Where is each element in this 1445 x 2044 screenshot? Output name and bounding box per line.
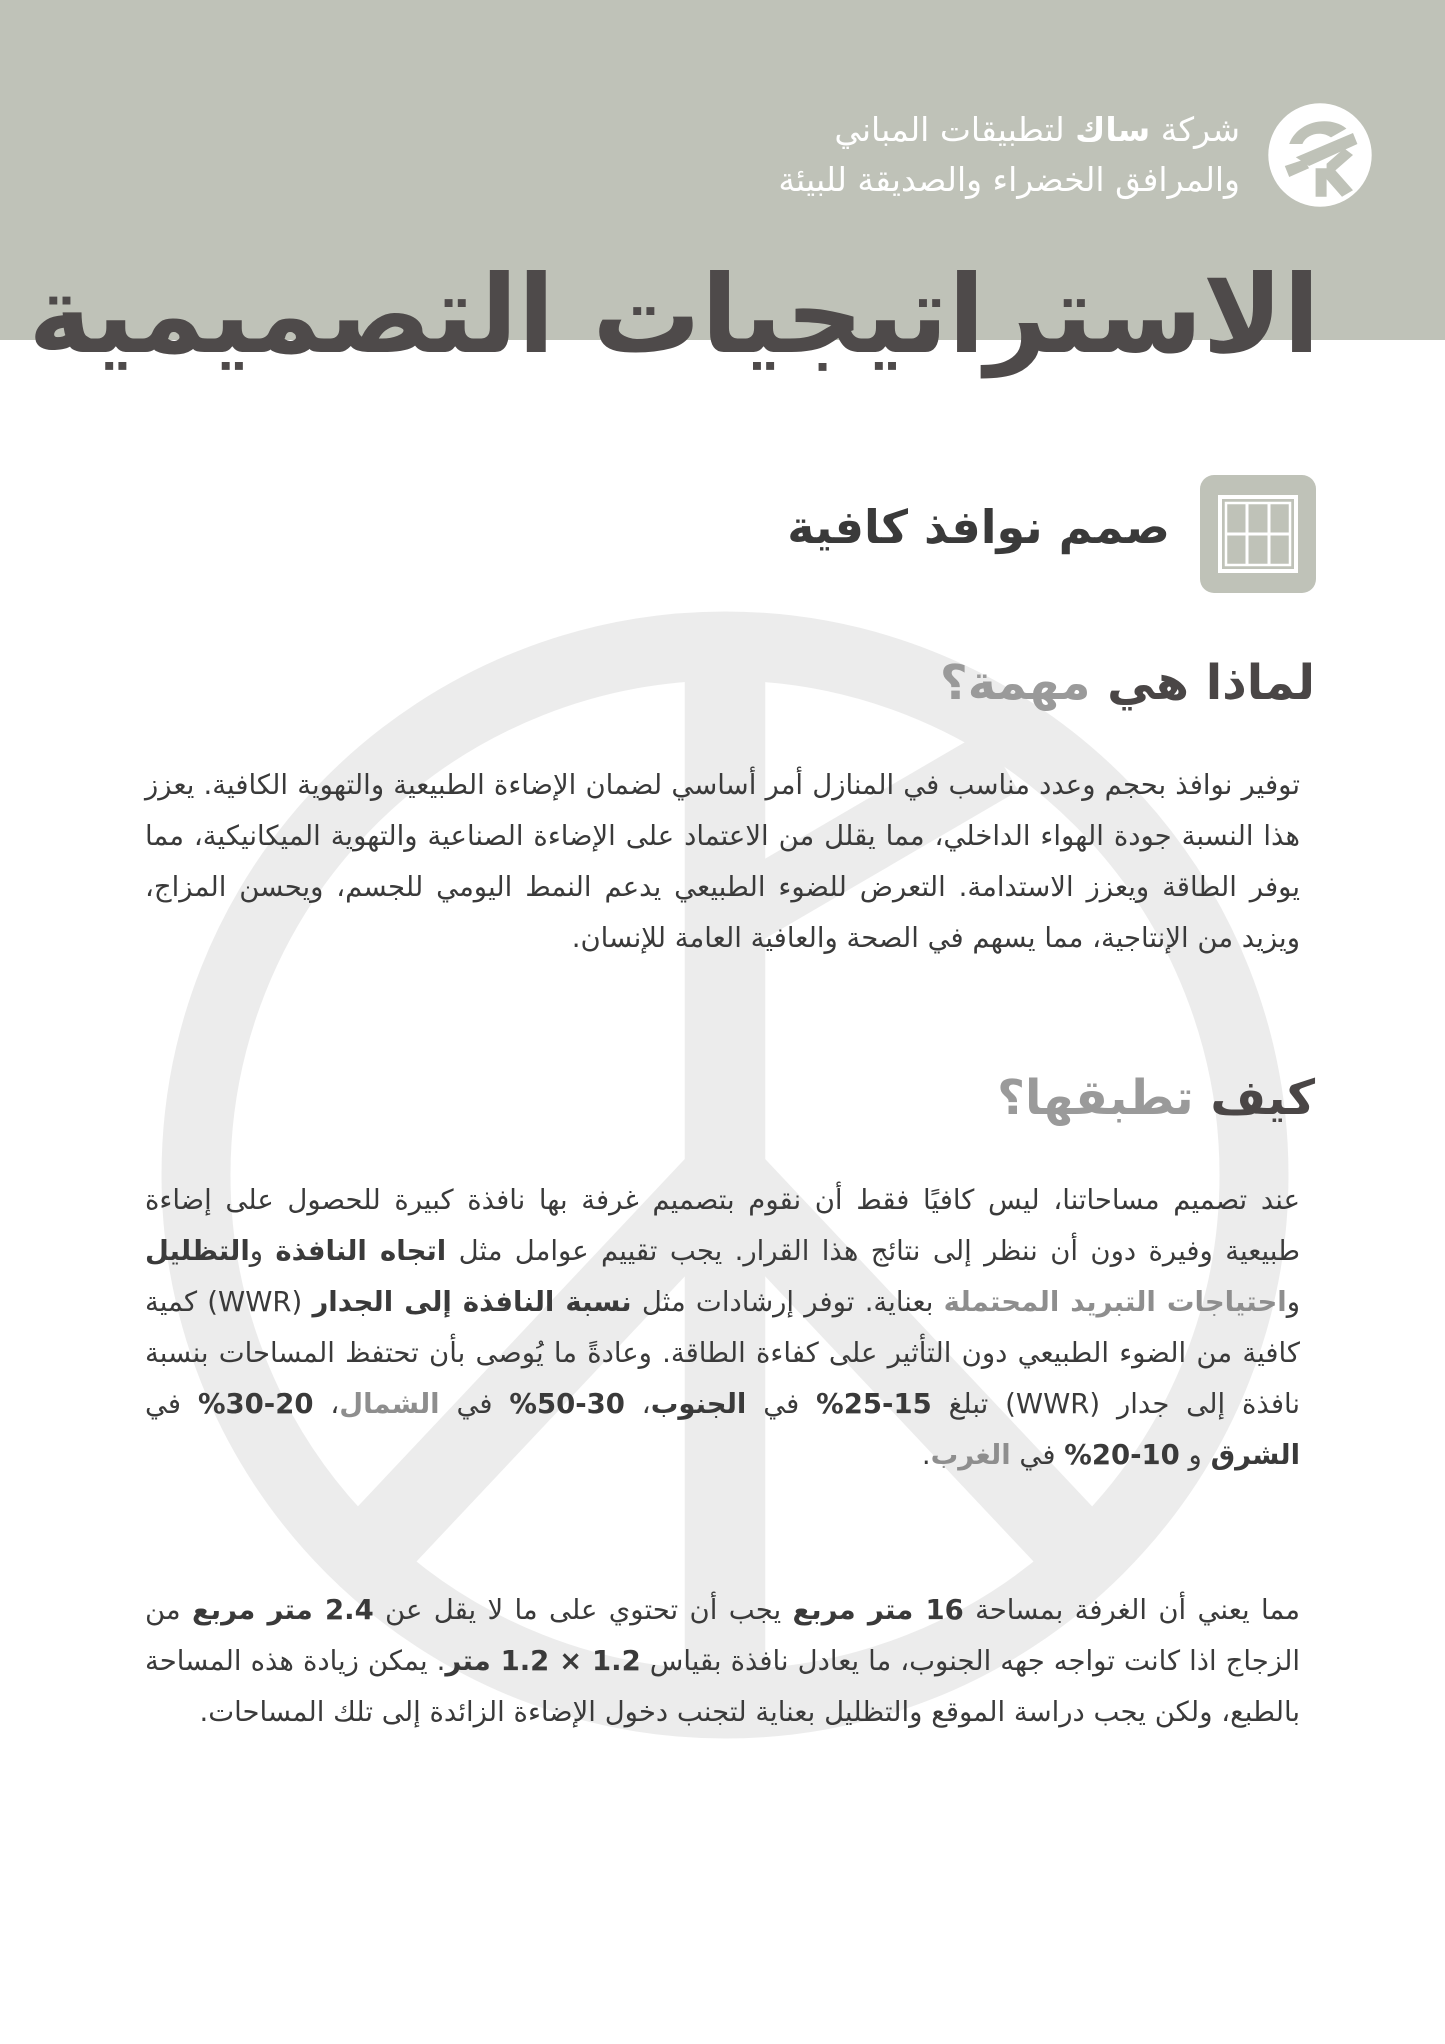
why-paragraph: توفير نوافذ بحجم وعدد مناسب في المنازل أمر أساسي لضمان الإضاءة الطبيعية والتهوية الكافية. يعزز هذا النسبة جودة الهواء الداخلي، مما يقلل من الاعتماد على الإضاءة الصناعية والتهوية الميكانيكية، مما يوفر الطاقة ويعزز الاستدامة. التعرض للضوء الطبيعي يدعم النمط اليومي للجسم، ويحسن المزاج، ويزيد من الإنتاجية، مما يسهم في الصحة والعافية العامة للإنسان. <box>145 769 1300 954</box>
company-line-1: شركة ساك لتطبيقات المباني <box>834 110 1240 149</box>
company-name <box>778 105 1240 205</box>
how-paragraph-1: عند تصميم مساحاتنا، ليس كافيًا فقط أن نقوم بتصميم غرفة بها نافذة كبيرة للحصول على إضاءة طبيعية وفيرة دون أن ننظر إلى نتائج هذا القرار. يجب تقييم عوامل مثل اتجاه النافذة والتظليل واحتياجات التبريد المحتملة بعناية. توفر إرشادات مثل نسبة النافذة إلى الجدار (WWR) كمية كافية من الضوء الطبيعي دون التأثير على كفاءة الطاقة. وعادةً ما يُوصى بأن تحتفظ المساحات بنسبة نافذة إلى جدار (WWR) تبلغ 15-25% في الجنوب، 30-50% في الشمال، 20-30% في الشرق و 10-20% في الغرب. <box>145 1184 1301 1471</box>
sak-logo-icon <box>1265 100 1375 210</box>
company-line-2: والمرافق الخضراء والصديقة للبيئة <box>778 160 1240 199</box>
window-icon <box>1218 495 1298 573</box>
page-title: الاستراتيجيات التصميمية <box>28 253 1320 378</box>
why-heading: لماذا هي مهمة؟ <box>939 655 1315 711</box>
how-paragraph-2: مما يعني أن الغرفة بمساحة 16 متر مربع يجب أن تحتوي على ما لا يقل عن 2.4 متر مربع من الزجاج اذا كانت تواجه جهه الجنوب، ما يعادل نافذة بقياس 1.2 × 1.2 متر. يمكن زيادة هذه المساحة بالطبع، ولكن يجب دراسة الموقع والتظليل بعناية لتجنب دخول الإضاءة الزائدة إلى تلك المساحات. <box>145 1594 1300 1728</box>
topic-icon-box <box>1200 475 1316 593</box>
topic-title: صمم نوافذ كافية <box>787 500 1170 554</box>
how-heading: كيف تطبقها؟ <box>997 1070 1315 1126</box>
company-brand: ساك <box>1075 110 1151 149</box>
